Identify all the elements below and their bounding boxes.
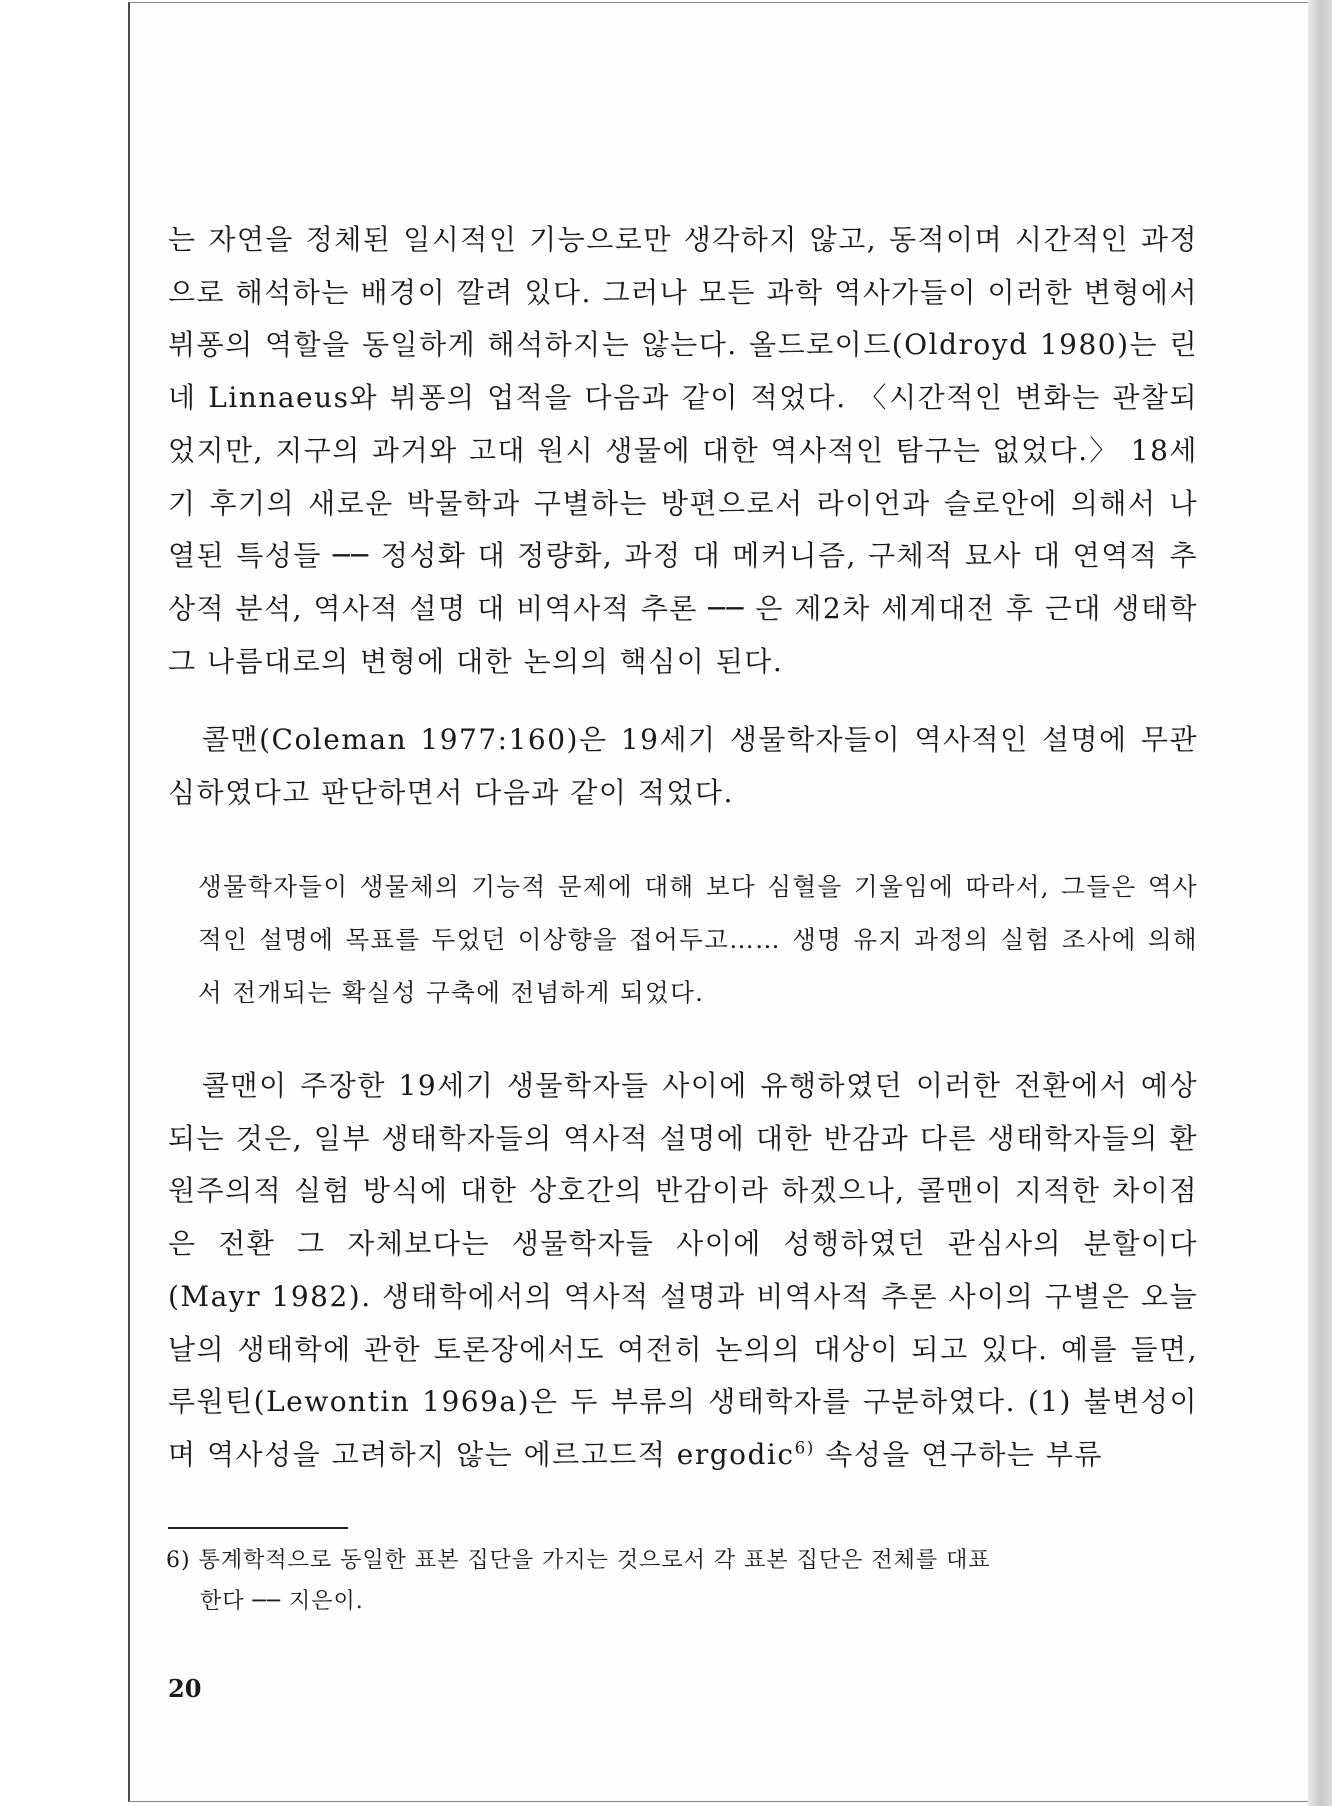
paragraph-3-text: 콜맨이 주장한 19세기 생물학자들 사이에 유행하였던 이러한 전환에서 예상되는 것은, 일부 생태학자들의 역사적 설명에 대한 반감과 다른 생태학자들의 환원주의적 실험 방식에 대한 상호간의 반감이라 하겠으나, 콜맨이 지적한 차이점은 전환 그 자체보다는 생물학자들 사이에 성행하였던 관심사의 분할이다(Mayr 1982). 생태학에서의 역사적 설명과 비역사적 추론 사이의 구별은 오늘날의 생태학에 관한 토론장에서도 여전히 논의의 대상이 되고 있다. 예를 들면, 루원틴(Lewontin 1969a)은 두 부류의 생태학자를 구분하였다. (1) 불변성이며 역사성을 고려하지 않는 에르고드적 ergodic xyxy=(168,1069,1198,1471)
paragraph-1: 는 자연을 정체된 일시적인 기능으로만 생각하지 않고, 동적이며 시간적인 과정으로 해석하는 배경이 깔려 있다. 그러나 모든 과학 역사가들이 이러한 변형에서 뷔퐁의 역할을 동일하게 해석하지는 않는다. 올드로이드(Oldroyd 1980)는 린네 Linnaeus와 뷔퐁의 업적을 다음과 같이 적었다. 〈시간적인 변화는 관찰되었지만, 지구의 과거와 고대 원시 생물에 대한 역사적인 탐구는 없었다.〉 18세기 후기의 새로운 박물학과 구별하는 방편으로서 라이언과 슬로안에 의해서 나열된 특성들 ── 정성화 대 정량화, 과정 대 메커니즘, 구체적 묘사 대 연역적 추상적 분석, 역사적 설명 대 비역사적 추론 ── 은 제2차 세계대전 후 근대 생태학 그 나름대로의 변형에 대한 논의의 핵심이 된다. xyxy=(168,223,1198,678)
footnote-reference[interactable]: 6) xyxy=(794,1437,815,1458)
page-number: 20 xyxy=(168,1674,202,1703)
block-quote-text: 생물학자들이 생물체의 기능적 문제에 대해 보다 심혈을 기울임에 따라서, 그들은 역사적인 설명에 목표를 두었던 이상향을 접어두고…… 생명 유지 과정의 실험 조사에 의해서 전개되는 확실성 구축에 전념하게 되었다. xyxy=(198,872,1198,1007)
paragraph-2: 콜맨(Coleman 1977:160)은 19세기 생물학자들이 역사적인 설명에 무관심하였다고 판단하면서 다음과 같이 적었다. xyxy=(168,723,1198,809)
footnote-line-1: 6) 통계학적으로 동일한 표본 집단을 가지는 것으로서 각 표본 집단은 전체를 대표 xyxy=(166,1548,991,1573)
block-quote xyxy=(198,860,1198,1019)
page-stack-edge xyxy=(1308,0,1332,1806)
footnote-line-2: 한다 ── 지은이. xyxy=(200,1589,364,1614)
footnote xyxy=(166,1540,1198,1622)
paragraph-3-tail: 속성을 연구하는 부류 xyxy=(814,1437,1103,1471)
paragraph-3 xyxy=(168,1060,1198,1482)
footnote-divider xyxy=(168,1527,348,1529)
